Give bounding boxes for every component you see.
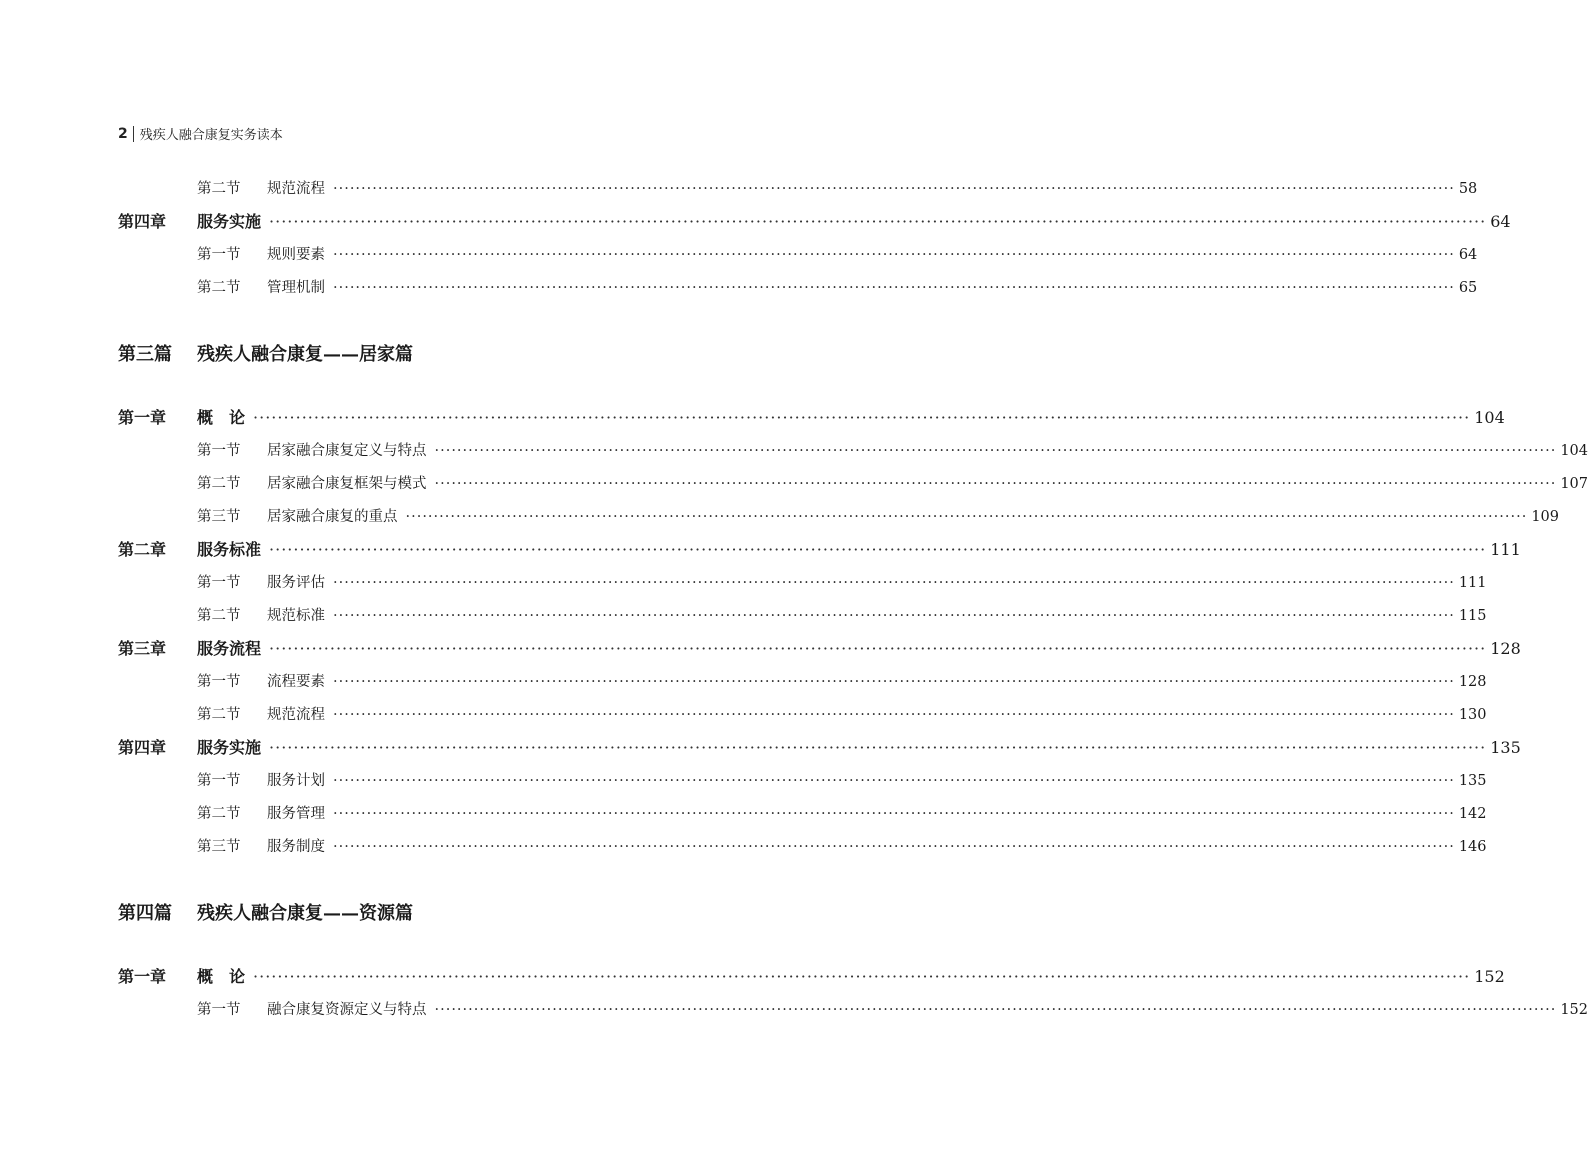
toc-section-entry[interactable] [197,603,1487,629]
toc-section-entry[interactable] [197,702,1487,728]
dot-leader: ········································································································································································································ [269,639,1487,658]
entry-label: 第三节 [197,839,241,855]
entry-label: 第一节 [197,773,241,789]
dot-leader: ········································································································································································································ [333,608,1455,624]
entry-page-number: 111 [1458,575,1487,591]
dot-leader: ········································································································································································································ [333,181,1455,197]
toc-chapter-entry[interactable] [118,735,1521,761]
dot-leader: ········································································································································································································ [269,540,1487,559]
entry-label: 第二节 [197,707,241,723]
toc-part-heading [118,899,413,925]
entry-title: 服务标准 [197,540,262,559]
entry-page-number: 128 [1458,674,1487,690]
dot-leader: ········································································································································································································ [333,773,1455,789]
entry-page-number: 152 [1560,1002,1588,1018]
entry-title: 流程要素 [267,674,325,690]
dot-leader: ········································································································································································································ [333,707,1455,723]
dot-leader: ········································································································································································································ [269,738,1487,757]
toc-section-entry[interactable] [197,768,1487,794]
entry-label: 第二节 [197,476,241,492]
entry-label: 第三章 [118,639,167,658]
dot-leader: ········································································································································································································ [405,509,1528,525]
entry-title: 规范流程 [267,181,325,197]
dot-leader: ········································································································································································································ [333,247,1455,263]
entry-title: 服务管理 [267,806,325,822]
entry-title: 居家融合康复定义与特点 [267,443,427,459]
entry-title: 概 论 [197,967,246,986]
entry-page-number: 64 [1458,247,1478,263]
toc-section-entry[interactable] [197,275,1478,301]
dot-leader: ········································································································································································································ [333,839,1455,855]
running-header [118,124,283,143]
entry-page-number: 109 [1531,509,1560,525]
entry-title: 居家融合康复框架与模式 [267,476,427,492]
entry-title: 规范流程 [267,707,325,723]
entry-page-number: 130 [1458,707,1487,723]
entry-title: 服务实施 [197,212,262,231]
entry-title: 管理机制 [267,280,325,296]
toc-section-entry[interactable] [197,570,1487,596]
dot-leader: ········································································································································································································ [434,476,1557,492]
dot-leader: ········································································································································································································ [253,967,1471,986]
entry-label: 第一节 [197,575,241,591]
entry-label: 第一节 [197,247,241,263]
part-label: 第三篇 [118,344,172,365]
toc-section-entry[interactable] [197,834,1487,860]
entry-label: 第二节 [197,181,241,197]
part-label: 第四篇 [118,903,172,924]
toc-chapter-entry[interactable] [118,964,1505,990]
header-page-number: 2 [118,125,128,142]
toc-section-entry[interactable] [197,242,1478,268]
toc-section-entry[interactable] [197,471,1588,497]
entry-label: 第一节 [197,674,241,690]
dot-leader: ········································································································································································································ [434,1002,1557,1018]
entry-page-number: 58 [1458,181,1478,197]
entry-title: 服务制度 [267,839,325,855]
toc-chapter-entry[interactable] [118,537,1521,563]
toc-part-heading [118,340,413,366]
entry-title: 规则要素 [267,247,325,263]
entry-label: 第二节 [197,608,241,624]
toc-chapter-entry[interactable] [118,636,1521,662]
entry-label: 第四章 [118,212,167,231]
toc-chapter-entry[interactable] [118,209,1511,235]
entry-page-number: 64 [1490,212,1511,231]
entry-page-number: 152 [1474,967,1505,986]
toc-section-entry[interactable] [197,669,1487,695]
dot-leader: ········································································································································································································ [434,443,1557,459]
entry-title: 服务评估 [267,575,325,591]
entry-title: 居家融合康复的重点 [267,509,398,525]
entry-title: 服务计划 [267,773,325,789]
entry-label: 第二章 [118,540,167,559]
entry-label: 第四章 [118,738,167,757]
entry-page-number: 135 [1490,738,1521,757]
dot-leader: ········································································································································································································ [333,575,1455,591]
entry-page-number: 104 [1560,443,1588,459]
entry-page-number: 135 [1458,773,1487,789]
entry-page-number: 65 [1458,280,1478,296]
entry-label: 第一节 [197,1002,241,1018]
entry-page-number: 111 [1490,540,1521,559]
entry-label: 第一节 [197,443,241,459]
entry-title: 概 论 [197,408,246,427]
entry-page-number: 142 [1458,806,1487,822]
entry-title: 融合康复资源定义与特点 [267,1002,427,1018]
header-divider [133,126,134,142]
dot-leader: ········································································································································································································ [333,280,1455,296]
entry-title: 规范标准 [267,608,325,624]
toc-section-entry[interactable] [197,438,1588,464]
entry-label: 第一章 [118,408,167,427]
header-book-title: 残疾人融合康复实务读本 [139,128,283,143]
toc-section-entry[interactable] [197,504,1560,530]
dot-leader: ········································································································································································································ [269,212,1487,231]
entry-label: 第三节 [197,509,241,525]
toc-chapter-entry[interactable] [118,405,1505,431]
entry-label: 第二节 [197,806,241,822]
dot-leader: ········································································································································································································ [333,806,1455,822]
entry-page-number: 104 [1474,408,1505,427]
entry-label: 第一章 [118,967,167,986]
toc-section-entry[interactable] [197,801,1487,827]
dot-leader: ········································································································································································································ [333,674,1455,690]
toc-section-entry[interactable] [197,176,1478,202]
entry-title: 服务流程 [197,639,262,658]
toc-section-entry[interactable] [197,997,1588,1023]
entry-title: 服务实施 [197,738,262,757]
part-title: 残疾人融合康复——资源篇 [197,903,413,924]
entry-page-number: 115 [1458,608,1487,624]
entry-page-number: 146 [1458,839,1487,855]
entry-page-number: 107 [1560,476,1588,492]
entry-label: 第二节 [197,280,241,296]
dot-leader: ········································································································································································································ [253,408,1471,427]
part-title: 残疾人融合康复——居家篇 [197,344,413,365]
entry-page-number: 128 [1490,639,1521,658]
